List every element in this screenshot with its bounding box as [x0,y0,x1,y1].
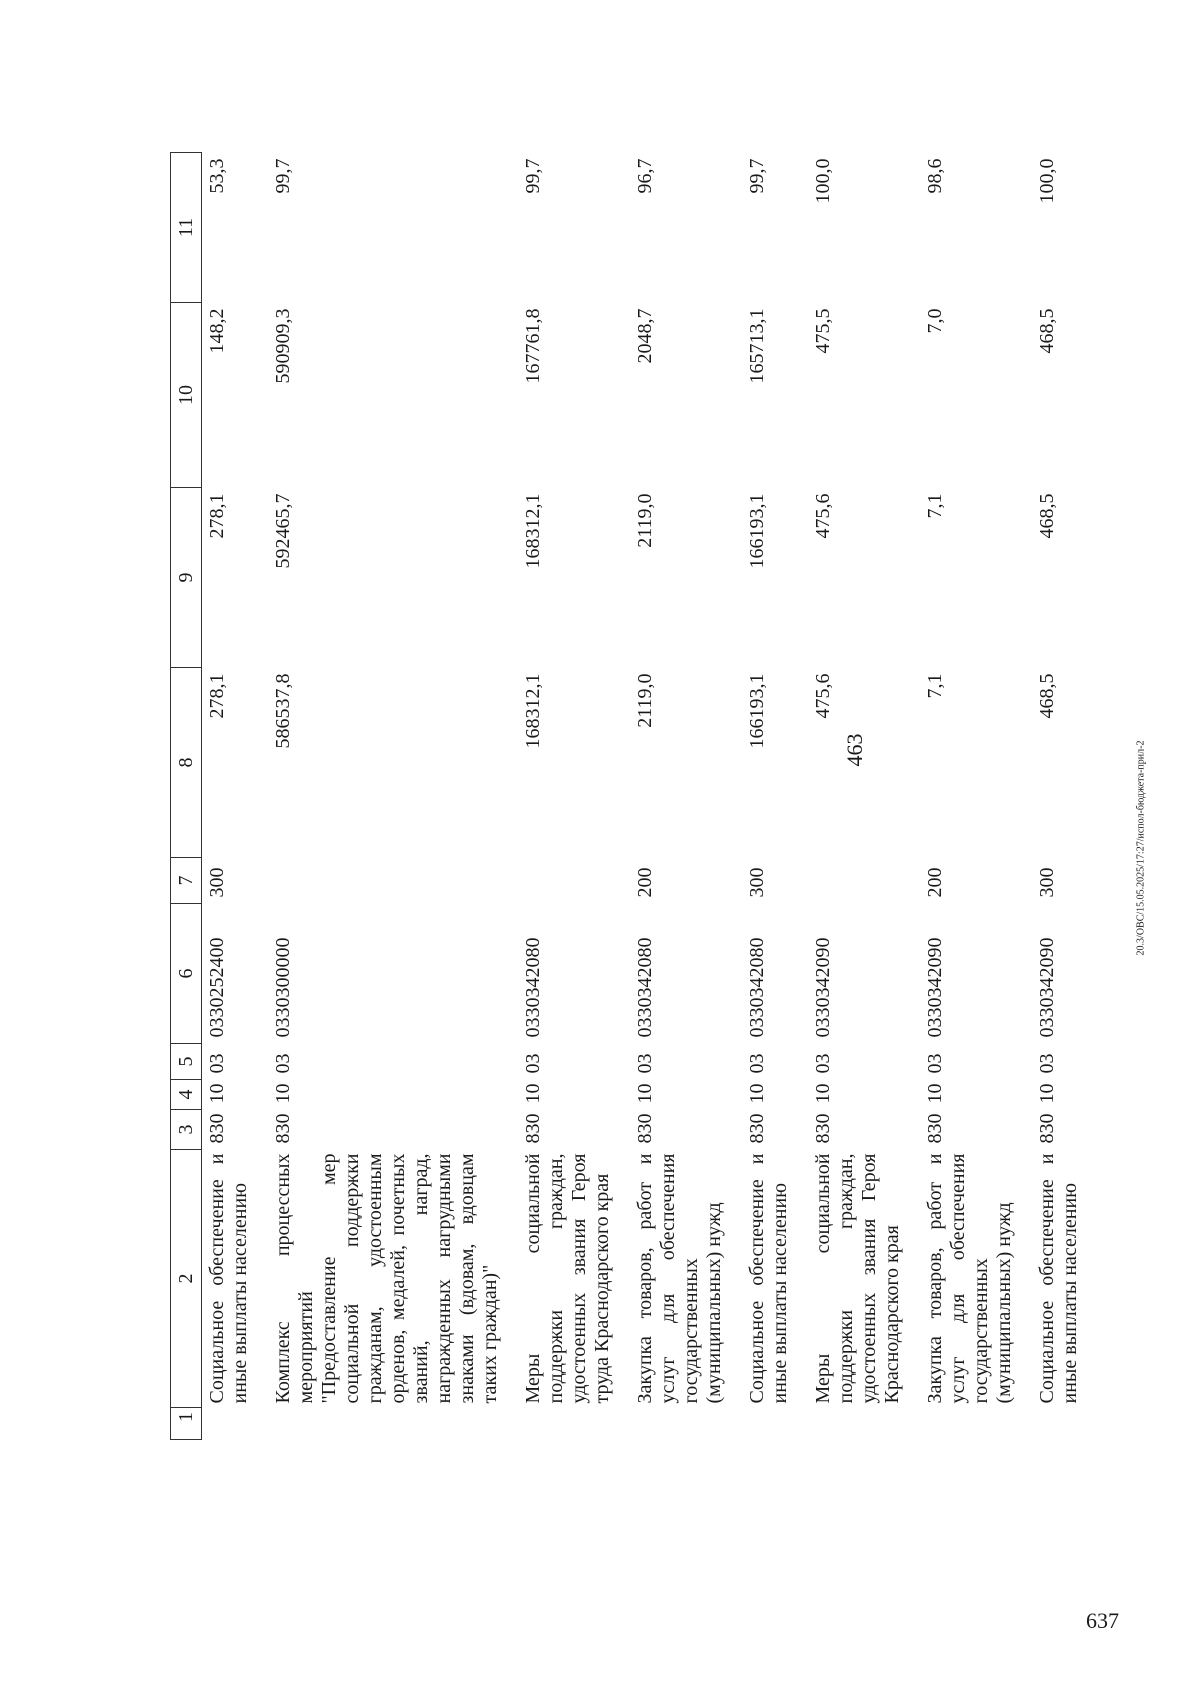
cell-col-11: 53,3 [206,158,228,194]
cell-col-4: 10 [522,1083,544,1104]
cell-col-7 [268,858,518,904]
footer-code: 20.3/ОВС/15.05.2025/17:27/испол-бюджета-прил-2 [1135,740,1147,956]
page-header: 463 [842,733,867,767]
cell-col-2: Закупка товаров, работ и услуг для обеспечения государственных (муниципальных) нужд [924,1153,1015,1404]
cell-col-8: 166193,1 [746,673,768,749]
table-body [202,153,1093,1440]
cell-col-1 [202,1408,269,1440]
cell-col-7: 300 [206,867,228,898]
col-header: 7 [171,858,202,904]
cell-col-2: Социальное обеспечение и иные выплаты населению [1036,1153,1081,1404]
cell-col-1 [630,1408,742,1440]
col-header: 8 [171,668,202,858]
cell-col-9: 2119,0 [634,493,656,548]
cell-col-8: 475,6 [812,673,834,719]
cell-col-7: 200 [924,867,946,898]
cell-col-9: 475,6 [812,493,834,539]
cell-col-5: 03 [522,1053,544,1074]
cell-col-6: 0330342090 [924,937,946,1038]
col-header: 4 [171,1080,202,1110]
cell-col-11: 100,0 [1036,158,1058,204]
cell-col-1 [268,1408,518,1440]
cell-col-9: 7,1 [924,493,946,519]
cell-col-4: 10 [746,1083,768,1104]
table-row [202,153,269,1440]
cell-col-5: 03 [746,1053,768,1074]
table-row [518,153,630,1440]
cell-col-9: 168312,1 [522,493,544,569]
cell-col-5: 03 [634,1053,656,1074]
table-row [268,153,518,1440]
cell-col-4: 10 [634,1083,656,1104]
cell-col-11: 100,0 [812,158,834,204]
cell-col-11: 99,7 [522,158,544,194]
cell-col-11: 99,7 [272,158,294,194]
cell-col-3: 830 [1036,1113,1058,1144]
cell-col-10: 475,5 [812,308,834,354]
cell-col-10: 468,5 [1036,308,1058,354]
rotated-content [170,60,1081,1440]
cell-col-6: 0330252400 [206,937,228,1038]
table-row [630,153,742,1440]
cell-col-1 [518,1408,630,1440]
page-number: 637 [1086,1608,1119,1633]
cell-col-3: 830 [272,1113,294,1144]
cell-col-5: 03 [1036,1053,1058,1074]
table-row [920,153,1032,1440]
rotated-page [170,60,1081,1440]
cell-col-3: 830 [924,1113,946,1144]
cell-col-2: Комплекс процессных мероприятий "Предоставление мер социальной поддержки гражданам, удостоенным орденов, медалей, почетных званий, наград, награжденных нагрудными знаками (вдовам, вдовцам таких граждан)" [272,1153,501,1404]
col-header: 6 [171,904,202,1044]
cell-col-11: 99,7 [746,158,768,194]
cell-col-2: Меры социальной поддержки граждан, удостоенных звания Героя Краснодарского края [812,1153,903,1404]
cell-col-3: 830 [746,1113,768,1144]
cell-col-10: 148,2 [206,308,228,354]
cell-col-6: 0330342080 [522,937,544,1038]
cell-col-2: Закупка товаров, работ и услуг для обеспечения государственных (муниципальных) нужд [634,1153,725,1404]
cell-col-2: Социальное обеспечение и иные выплаты населению [746,1153,791,1404]
cell-col-6: 0330342090 [812,937,834,1038]
cell-col-7: 300 [1036,867,1058,898]
cell-col-8: 7,1 [924,673,946,699]
cell-col-7: 200 [634,867,656,898]
cell-col-11: 98,6 [924,158,946,194]
cell-col-3: 830 [634,1113,656,1144]
cell-col-10: 7,0 [924,308,946,334]
col-header: 9 [171,488,202,668]
cell-col-9: 592465,7 [272,493,294,569]
cell-col-10: 2048,7 [634,308,656,364]
col-header: 2 [171,1150,202,1408]
cell-col-5: 03 [812,1053,834,1074]
cell-col-4: 10 [812,1083,834,1104]
col-header: 3 [171,1110,202,1150]
cell-col-2: Меры социальной поддержки граждан, удостоенных звания Героя труда Краснодарского края [522,1153,613,1404]
cell-col-4: 10 [1036,1083,1058,1104]
cell-col-6: 0330342090 [1036,937,1058,1038]
cell-col-9: 468,5 [1036,493,1058,539]
cell-col-4: 10 [272,1083,294,1104]
budget-table [170,152,1092,1440]
cell-col-2: Социальное обеспечение и иные выплаты населению [206,1153,251,1404]
col-header: 5 [171,1044,202,1080]
cell-col-4: 10 [206,1083,228,1104]
cell-col-8: 468,5 [1036,673,1058,719]
cell-col-8: 2119,0 [634,673,656,728]
cell-col-1 [920,1408,1032,1440]
col-header: 11 [171,153,202,303]
cell-col-7: 300 [746,867,768,898]
col-header: 10 [171,303,202,488]
cell-col-10: 165713,1 [746,308,768,384]
cell-col-1 [742,1408,808,1440]
cell-col-8: 168312,1 [522,673,544,749]
cell-col-7 [808,858,920,904]
cell-col-1 [1032,1408,1092,1440]
cell-col-7 [518,858,630,904]
cell-col-6: 0330342080 [634,937,656,1038]
cell-col-6: 0330342080 [746,937,768,1038]
header-row [171,153,202,1440]
cell-col-5: 03 [924,1053,946,1074]
cell-col-3: 830 [522,1113,544,1144]
cell-col-5: 03 [206,1053,228,1074]
cell-col-5: 03 [272,1053,294,1074]
cell-col-9: 166193,1 [746,493,768,569]
cell-col-10: 167761,8 [522,308,544,384]
table-row [808,153,920,1440]
cell-col-4: 10 [924,1083,946,1104]
cell-col-6: 0330300000 [272,937,294,1038]
table-row [742,153,808,1440]
cell-col-8: 278,1 [206,673,228,719]
cell-col-3: 830 [206,1113,228,1144]
cell-col-11: 96,7 [634,158,656,194]
cell-col-1 [808,1408,920,1440]
cell-col-8: 586537,8 [272,673,294,749]
col-header: 1 [171,1408,202,1440]
cell-col-9: 278,1 [206,493,228,539]
cell-col-10: 590909,3 [272,308,294,384]
table-row [1032,153,1092,1440]
cell-col-3: 830 [812,1113,834,1144]
